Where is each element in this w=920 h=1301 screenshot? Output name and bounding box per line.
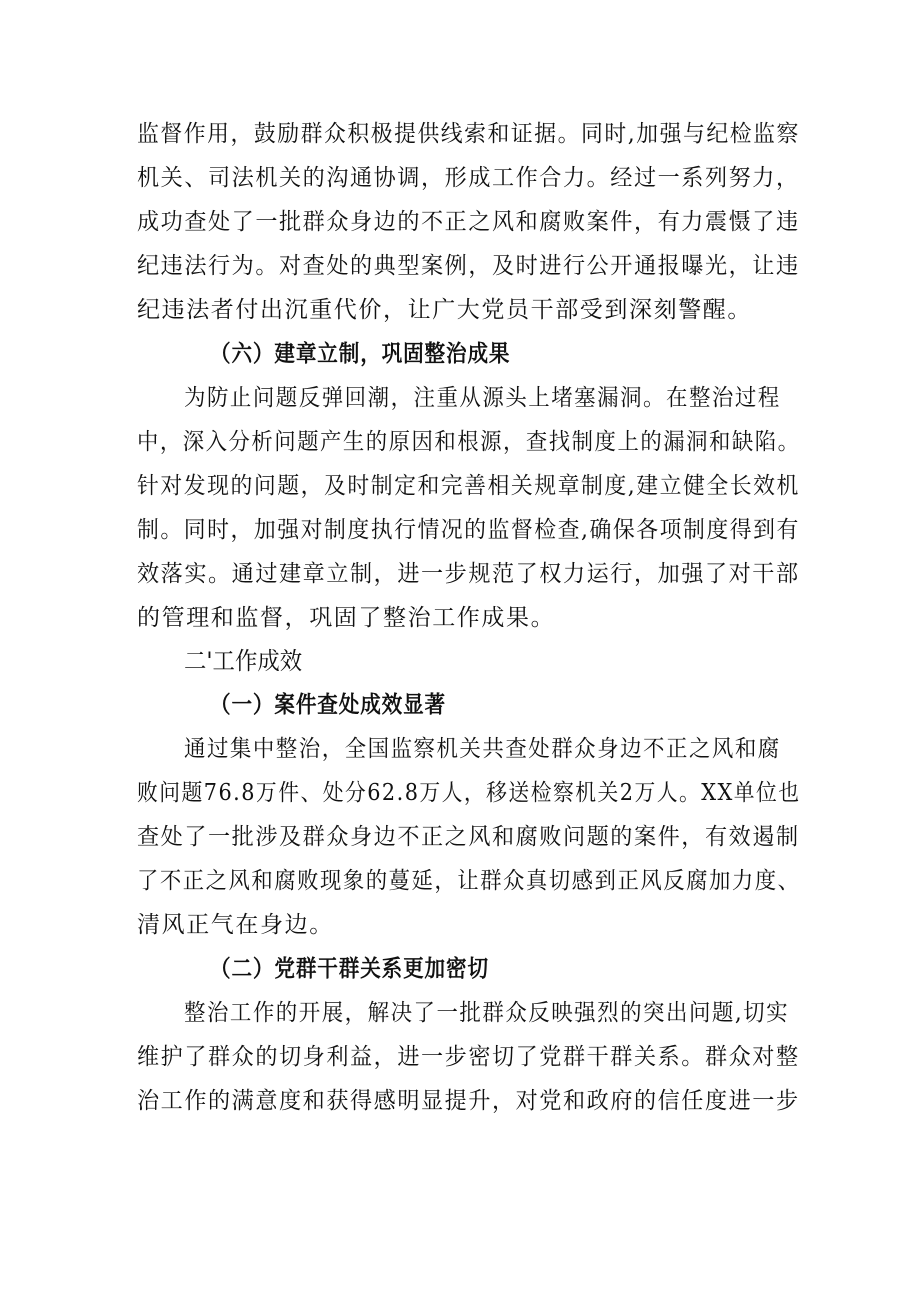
paragraph-line: 维护了群众的切身利益，进一步密切了党群干群关系。群众对整 <box>137 1044 800 1070</box>
paragraph-line: 查处了一批涉及群众身边不正之风和腐败问题的案件，有效遏制 <box>137 824 800 850</box>
paragraph-line: 纪违法者付出沉重代价，让广大党员干部受到深刻警醒。 <box>137 297 752 323</box>
chapter-heading: 二'工作成效 <box>184 647 303 675</box>
paragraph-line: 成功查处了一批群众身边的不正之风和腐败案件，有力震慑了违 <box>137 209 800 235</box>
paragraph-line: 针对发现的问题，及时制定和完善相关规章制度,建立健全长效机 <box>137 473 800 499</box>
paragraph-line: 清风正气在身边。 <box>137 912 334 938</box>
paragraph-line: 机关、司法机关的沟通协调，形成工作合力。经过一系列努力， <box>137 165 800 191</box>
section-heading: （一）案件查处成效显著 <box>210 691 447 718</box>
paragraph-line: 制。同时，加强对制度执行情况的监督检查,确保各项制度得到有 <box>137 517 800 543</box>
paragraph-line: 治工作的满意度和获得感明显提升，对党和政府的信任度进一步 <box>137 1088 800 1114</box>
paragraph-line: 纪违法行为。对查处的典型案例，及时进行公开通报曝光，让违 <box>137 253 800 279</box>
section-heading: （二）党群干群关系更加密切 <box>210 955 489 982</box>
paragraph-line: 败问题76.8万件、处分62.8万人，移送检察机关2万人。XX单位也 <box>137 780 801 806</box>
paragraph-line: 通过集中整治，全国监察机关共查处群众身边不正之风和腐 <box>184 736 781 762</box>
paragraph-line: 整治工作的开展，解决了一批群众反映强烈的突出问题,切实 <box>184 1000 790 1026</box>
paragraph-line: 了不正之风和腐败现象的蔓延，让群众真切感到正风反腐加力度、 <box>137 868 801 894</box>
paragraph-line: 的管理和监督，巩固了整治工作成果。 <box>137 605 556 631</box>
paragraph-line: 监督作用，鼓励群众积极提供线索和证据。同时,加强与纪检监察 <box>137 121 800 147</box>
paragraph-line: 为防止问题反弹回潮，注重从源头上堵塞漏洞。在整治过程 <box>184 385 781 411</box>
section-heading: （六）建章立制，巩固整治成果 <box>210 340 511 367</box>
paragraph-line: 中，深入分析问题产生的原因和根源，查找制度上的漏洞和缺陷。 <box>137 429 801 455</box>
paragraph-line: 效落实。通过建章立制，进一步规范了权力运行，加强了对干部 <box>137 561 800 587</box>
